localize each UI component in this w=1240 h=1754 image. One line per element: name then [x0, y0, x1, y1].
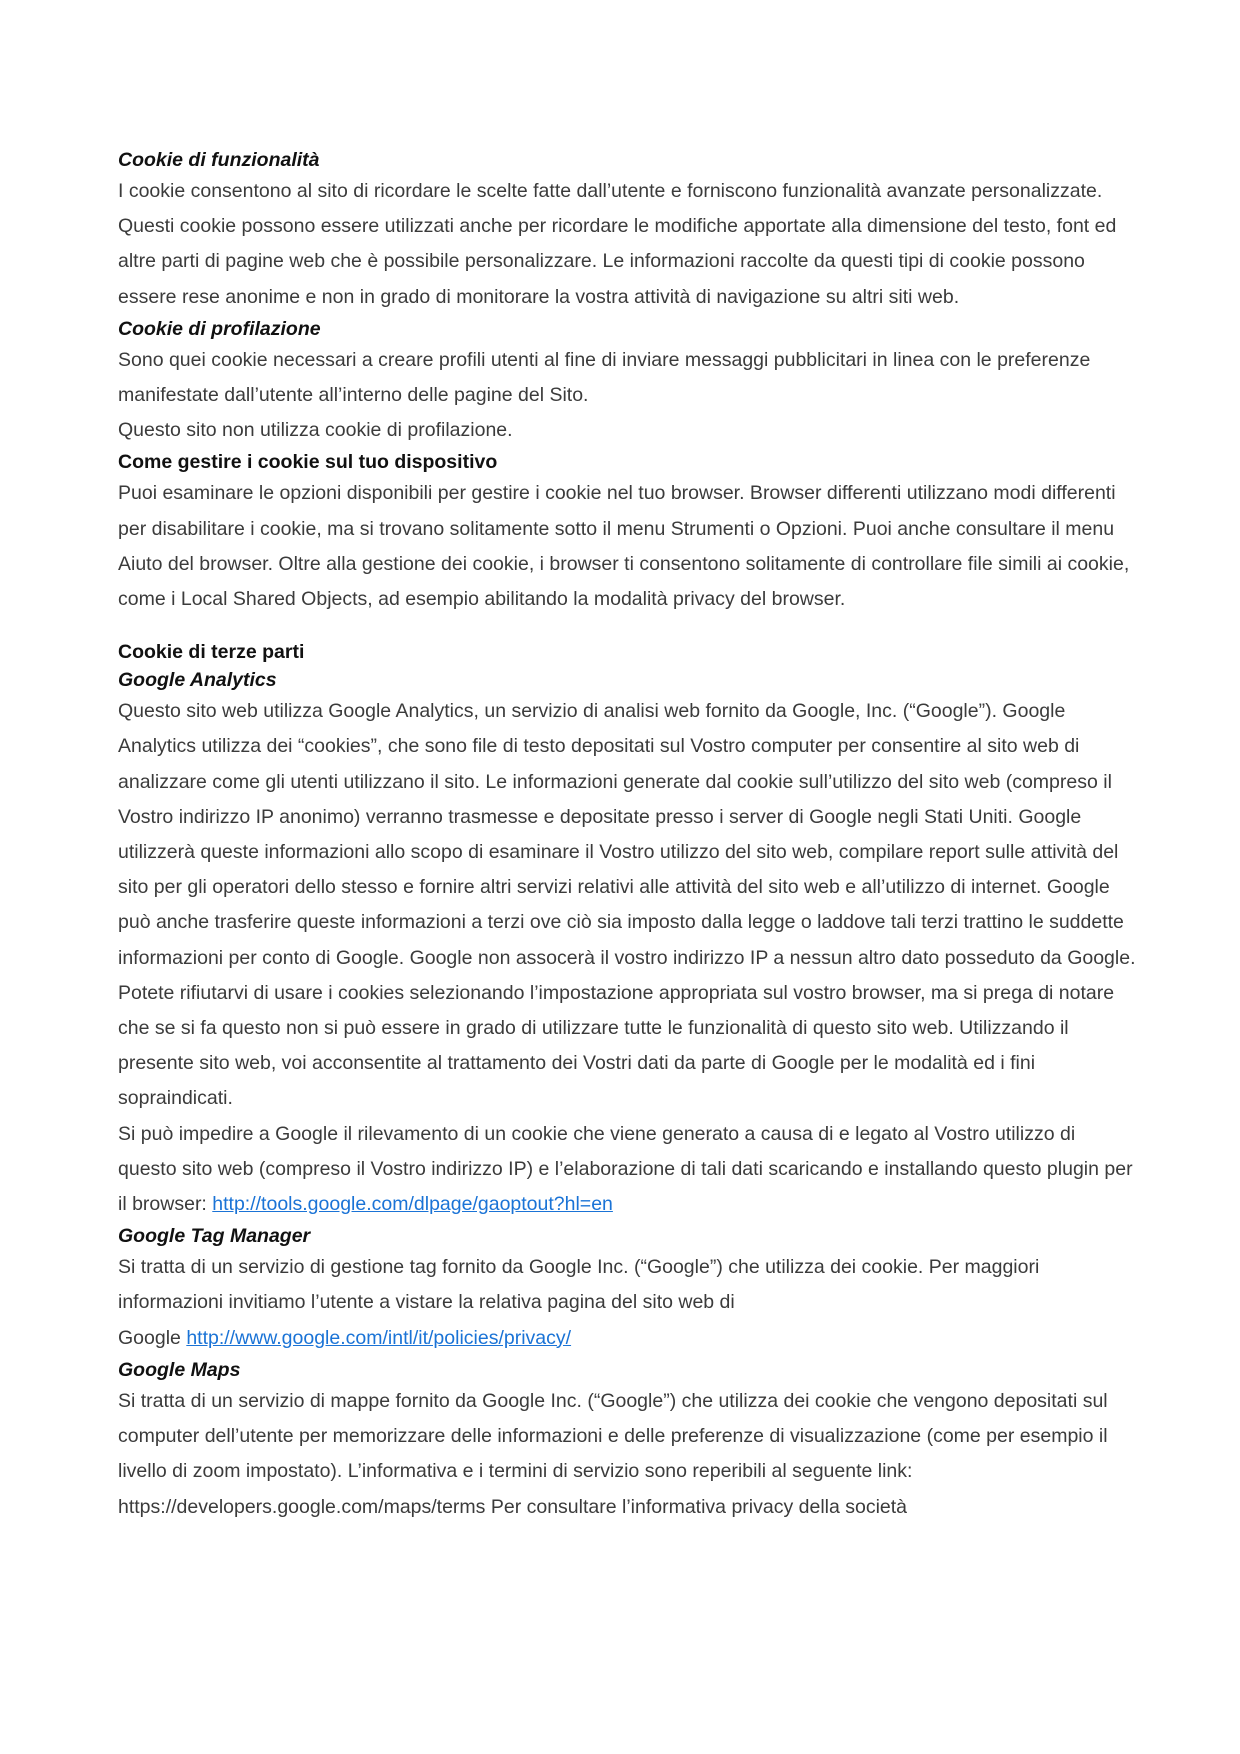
tag-manager-link-prefix: Google — [118, 1326, 187, 1349]
heading-google-analytics: Google Analytics — [118, 669, 277, 692]
paragraph-google-maps: Si tratta di un servizio di mappe fornito da Google Inc. (“Google”) che utilizza dei cookie che vengono depositati sul computer dell’utente per memorizzare delle informazioni e delle preferenze di visualizzazione (come per esempio il livello di zoom impostato). L’informativa e i termini di servizio sono reperibili al seguente link: https://developers.google.com/maps/terms Per consultare l’informativa privacy della società — [118, 1389, 1108, 1518]
paragraph-google-tag-manager: Si tratta di un servizio di gestione tag fornito da Google Inc. (“Google”) che utilizza dei cookie. Per maggiori informazioni invitiamo l’utente a vistare la relativa pagina del sito web di — [118, 1256, 1040, 1314]
analytics-optout-text: Si può impedire a Google il rilevamento di un cookie che viene generato a causa di e legato al Vostro utilizzo di questo sito web (compreso il Vostro indirizzo IP) e l’elaborazione di tali dati scaricando e installando questo plugin per il browser: — [118, 1122, 1133, 1216]
heading-gestire-cookie: Come gestire i cookie sul tuo dispositivo — [118, 451, 498, 474]
paragraph-analytics-optout — [118, 1117, 1138, 1223]
heading-cookie-terze-parti: Cookie di terze parti — [118, 641, 305, 664]
paragraph-profilazione: Sono quei cookie necessari a creare profili utenti al fine di inviare messaggi pubblicitari in linea con le preferenze manifestate dall’utente all’interno delle pagine del Sito. — [118, 348, 1091, 407]
paragraph-funzionalita: I cookie consentono al sito di ricordare le scelte fatte dall’utente e forniscono funzionalità avanzate personalizzate. Questi cookie possono essere utilizzati anche per ricordare le modifiche apportate alla dimensione del testo, font ed altre parti di pagine web che è possibile personalizzare. Le informazioni raccolte da questi tipi di cookie possono essere rese anonime e non in grado di monitorare la vostra attività di navigazione su altri siti web. — [118, 180, 1117, 308]
paragraph-google-analytics: Questo sito web utilizza Google Analytics, un servizio di analisi web fornito da Google, Inc. (“Google”). Google Analytics utilizza dei “cookies”, che sono file di testo depositati sul Vostro computer per consentire al sito web di analizzare come gli utenti utilizzano il sito. Le informazioni generate dal cookie sull’utilizzo del sito web (compreso il Vostro indirizzo IP anonimo) verranno trasmesse e depositate presso i server di Google negli Stati Uniti. Google utilizzerà queste informazioni allo scopo di esaminare il Vostro utilizzo del sito web, compilare report sulle attività del sito per gli operatori dello stesso e fornire altri servizi relativi alle attività del sito web e all’utilizzo di internet. Google può anche trasferire queste informazioni a terzi ove ciò sia imposto dalla legge o laddove tali terzi trattino le suddette informazioni per conto di Google. Google non assocerà il vostro indirizzo IP a nessun altro dato posseduto da Google. Potete rifiutarvi di usare i cookies selezionando l’impostazione appropriata sul vostro browser, ma si prega di notare che se si fa questo non si può essere in grado di utilizzare tutte le funzionalità di questo sito web. Utilizzando il presente sito web, voi acconsentite al trattamento dei Vostri dati da parte di Google per le modalità ed i fini sopraindicati. — [118, 700, 1136, 1110]
heading-cookie-funzionalita: Cookie di funzionalità — [118, 149, 320, 171]
heading-cookie-profilazione: Cookie di profilazione — [118, 317, 321, 340]
paragraph-gestire-cookie: Puoi esaminare le opzioni disponibili per gestire i cookie nel tuo browser. Browser differenti utilizzano modi differenti per disabilitare i cookie, ma si trovano solitamente sotto il menu Strumenti o Opzioni. Puoi anche consultare il menu Aiuto del browser. Oltre alla gestione dei cookie, i browser ti consentono solitamente di controllare file simili ai cookie, come i Local Shared Objects, ad esempio abilitando la modalità privacy del browser. — [118, 482, 1130, 611]
document-page — [118, 146, 1138, 1525]
paragraph-profilazione-note: Questo sito non utilizza cookie di profilazione. — [118, 419, 513, 442]
paragraph-tag-manager-link — [118, 1321, 1138, 1356]
paragraph-spacer — [118, 617, 1138, 638]
heading-google-tag-manager: Google Tag Manager — [118, 1225, 311, 1248]
gaoptout-link[interactable]: http://tools.google.com/dlpage/gaoptout?hl=en — [212, 1193, 613, 1216]
google-privacy-link[interactable]: http://www.google.com/intl/it/policies/privacy/ — [186, 1326, 572, 1349]
heading-google-maps: Google Maps — [118, 1358, 241, 1381]
